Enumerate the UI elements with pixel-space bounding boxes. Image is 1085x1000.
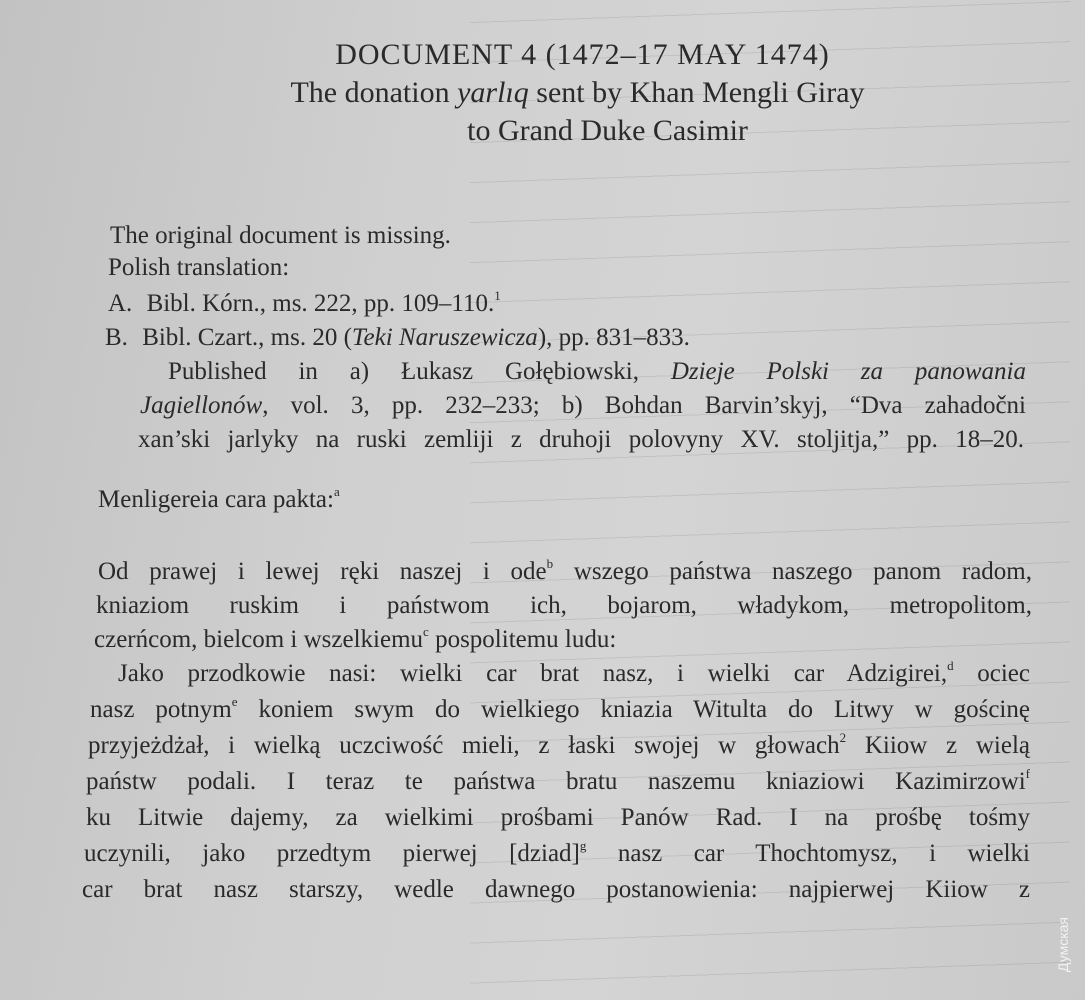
source-b	[105, 324, 690, 352]
intro-polish: Polish translation:	[108, 254, 290, 281]
published-2-italic: Jagiellonów	[140, 392, 263, 419]
footnote-marker: f	[1025, 766, 1030, 781]
title-line-1-italic: yarlıq	[457, 76, 529, 109]
source-b-post: ), pp. 831–833.	[537, 324, 690, 351]
body-p2-line-3	[88, 732, 1030, 760]
body-text: wszego państwa naszego panom radom,	[553, 558, 1033, 585]
section-heading-text: Menligereia cara pakta:	[98, 486, 334, 513]
intro-missing: The original document is missing.	[110, 222, 451, 249]
body-text: Kiiow z wielą	[846, 732, 1031, 759]
footnote-marker: e	[231, 694, 238, 709]
body-p2-line-1	[118, 660, 1030, 688]
section-heading-note: a	[333, 484, 340, 499]
source-a-footnote: 1	[494, 288, 501, 303]
published-line-1	[168, 358, 1026, 386]
source-a	[108, 290, 501, 318]
body-text: pospolitemu ludu:	[428, 626, 617, 653]
source-b-pre: Bibl. Czart., ms. 20 (	[142, 324, 352, 351]
body-text: nasz car Thochtomysz, i wielki	[586, 840, 1030, 867]
body-p2-line-2	[90, 696, 1030, 724]
body-text: uczynili, jako przedtym pierwej [dziad]	[84, 840, 580, 867]
published-1-pre: Published in a) Łukasz Gołębiowski,	[168, 358, 671, 385]
body-text: Od prawej i lewej ręki naszej i ode	[98, 558, 547, 585]
body-text: koniem swym do wielkiego kniazia Witulta do Litwy w gościnę	[237, 696, 1030, 723]
published-line-2	[140, 392, 1026, 420]
section-heading	[98, 486, 340, 514]
body-text: czerńcom, bielcom i wszelkiemu	[94, 626, 424, 653]
source-a-label: A.	[108, 290, 133, 317]
published-2-post: , vol. 3, pp. 232–233; b) Bohdan Barvin’skyj, “Dva zahadočni	[262, 392, 1026, 419]
footnote-marker: b	[546, 556, 554, 571]
body-p2-line-6	[84, 840, 1030, 868]
footnote-marker: 2	[839, 730, 847, 745]
body-p2-line-7: car brat nasz starszy, wedle dawnego postanowienia: najpierwej Kiiow z	[82, 876, 1030, 903]
body-p1-line-1	[98, 558, 1032, 586]
source-b-label: B.	[105, 324, 128, 351]
footnote-marker: g	[579, 838, 587, 853]
footnote-marker: c	[423, 624, 429, 639]
watermark: Думская	[1055, 916, 1071, 972]
body-text: ociec	[953, 660, 1031, 687]
body-text: Jako przodkowie nasi: wielki car brat nasz, i wielki car Adzigirei,	[118, 660, 948, 687]
published-line-3: xan’ski jarlyky na ruski zemliji z druhoji polovyny XV. stoljitja,” pp. 18–20.	[138, 426, 1024, 453]
body-text: nasz potnym	[90, 696, 232, 723]
source-a-text: Bibl. Kórn., ms. 222, pp. 109–110.	[146, 290, 495, 317]
body-p2-line-4	[86, 768, 1030, 796]
body-p1-line-3	[94, 626, 616, 654]
document-title	[0, 38, 1085, 148]
body-p1-line-2: kniaziom ruskim i państwom ich, bojarom, władykom, metropolitom,	[96, 592, 1032, 619]
title-line-2: to Grand Duke Casimir	[467, 114, 748, 147]
document-number: DOCUMENT 4 (1472–17 MAY 1474)	[335, 38, 830, 71]
title-line-1	[70, 76, 1085, 110]
body-text: przyjeżdżał, i wielką uczciwość mieli, z łaski swojej w głowach	[88, 732, 840, 759]
body-p2-line-5: ku Litwie dajemy, za wielkimi prośbami Panów Rad. I na prośbę tośmy	[86, 804, 1030, 831]
source-b-italic: Teki Naruszewicza	[351, 324, 538, 351]
footnote-marker: d	[947, 658, 954, 673]
title-line-1-post: sent by Khan Mengli Giray	[528, 76, 865, 109]
body-text: państw podali. I teraz te państwa bratu naszemu kniaziowi Kazimirzowi	[86, 768, 1026, 795]
title-line-1-pre: The donation	[290, 76, 458, 109]
published-1-italic: Dzieje Polski za panowania	[670, 358, 1026, 385]
